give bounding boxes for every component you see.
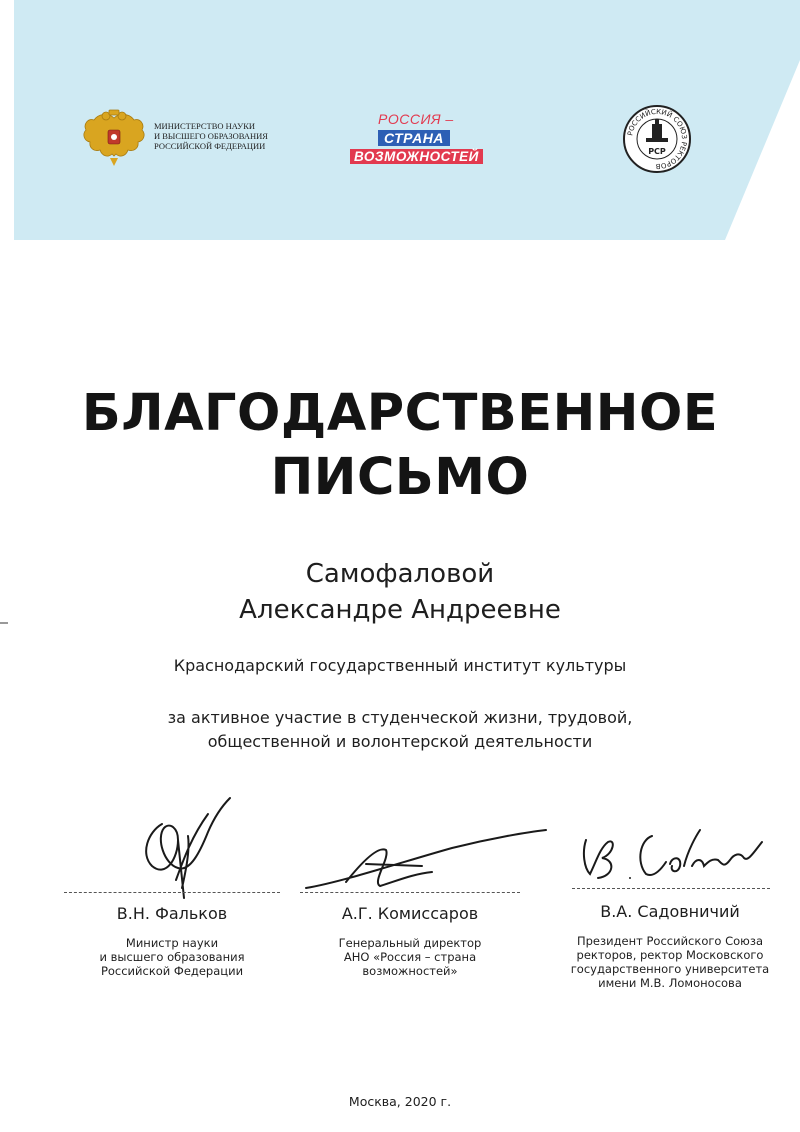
recipient-line: Александре Андреевне xyxy=(239,595,561,625)
document-title xyxy=(40,382,760,510)
ministry-name-line: МИНИСТЕРСТВО НАУКИ xyxy=(154,121,256,131)
signer-name: В.Н. Фальков xyxy=(116,904,228,923)
award-reason xyxy=(80,706,720,754)
signer-role xyxy=(64,936,280,978)
signer-role-line: АНО «Россия – страна xyxy=(343,950,477,964)
ministry-name xyxy=(154,121,314,151)
title-line: ПИСЬМО xyxy=(270,448,530,507)
place-and-date: Москва, 2020 г. xyxy=(348,1094,452,1109)
signature-falkov xyxy=(118,792,258,902)
coat-of-arms-icon xyxy=(80,108,148,168)
signer-role xyxy=(560,934,780,990)
rv-logo-line: СТРАНА xyxy=(378,130,450,146)
recipient-line: Самофаловой xyxy=(305,559,495,589)
signer-role-line: Генеральный директор xyxy=(338,936,482,950)
recipient-name xyxy=(80,556,720,628)
ministry-logo xyxy=(80,108,310,168)
seal-center-text: РСР xyxy=(648,147,666,156)
signature-komissarov xyxy=(302,822,552,902)
signature-sadovnichiy xyxy=(572,822,772,888)
scan-mark xyxy=(0,622,8,624)
signer-role xyxy=(300,936,520,978)
signer-role-line: Российской Федерации xyxy=(100,964,244,978)
signature-line xyxy=(300,892,520,893)
signer-role-line: имени М.В. Ломоносова xyxy=(598,976,742,990)
ministry-name-line: РОССИЙСКОЙ ФЕДЕРАЦИИ xyxy=(154,141,266,151)
signer-name: А.Г. Комиссаров xyxy=(341,904,479,923)
signer-role-line: государственного университета xyxy=(570,962,770,976)
rv-logo-line: ВОЗМОЖНОСТЕЙ xyxy=(350,149,483,164)
signer-role-line: и высшего образования xyxy=(99,950,245,964)
russia-land-of-opportunity-logo xyxy=(344,108,494,170)
rectors-union-seal xyxy=(622,104,692,174)
signer-role-line: ректоров, ректор Московского xyxy=(576,948,764,962)
signer-role-line: Министр науки xyxy=(125,936,219,950)
reason-line: общественной и волонтерской деятельности xyxy=(207,732,593,751)
signature-line xyxy=(572,888,770,889)
signer-name: В.А. Садовничий xyxy=(600,902,740,921)
signature-line xyxy=(64,892,280,893)
ministry-name-line: И ВЫСШЕГО ОБРАЗОВАНИЯ xyxy=(154,131,268,141)
signer-role-line: возможностей» xyxy=(362,964,458,978)
rv-logo-line: РОССИЯ – xyxy=(378,111,454,127)
title-line: БЛАГОДАРСТВЕННОЕ xyxy=(81,384,719,443)
reason-line: за активное участие в студенческой жизни, трудовой, xyxy=(167,708,633,727)
signer-role-line: Президент Российского Союза xyxy=(576,934,764,948)
institution-name: Краснодарский государственный институт культуры xyxy=(173,656,627,675)
seal-ring-text: РОССИЙСКИЙ СОЮЗ РЕКТОРОВ xyxy=(626,107,689,171)
